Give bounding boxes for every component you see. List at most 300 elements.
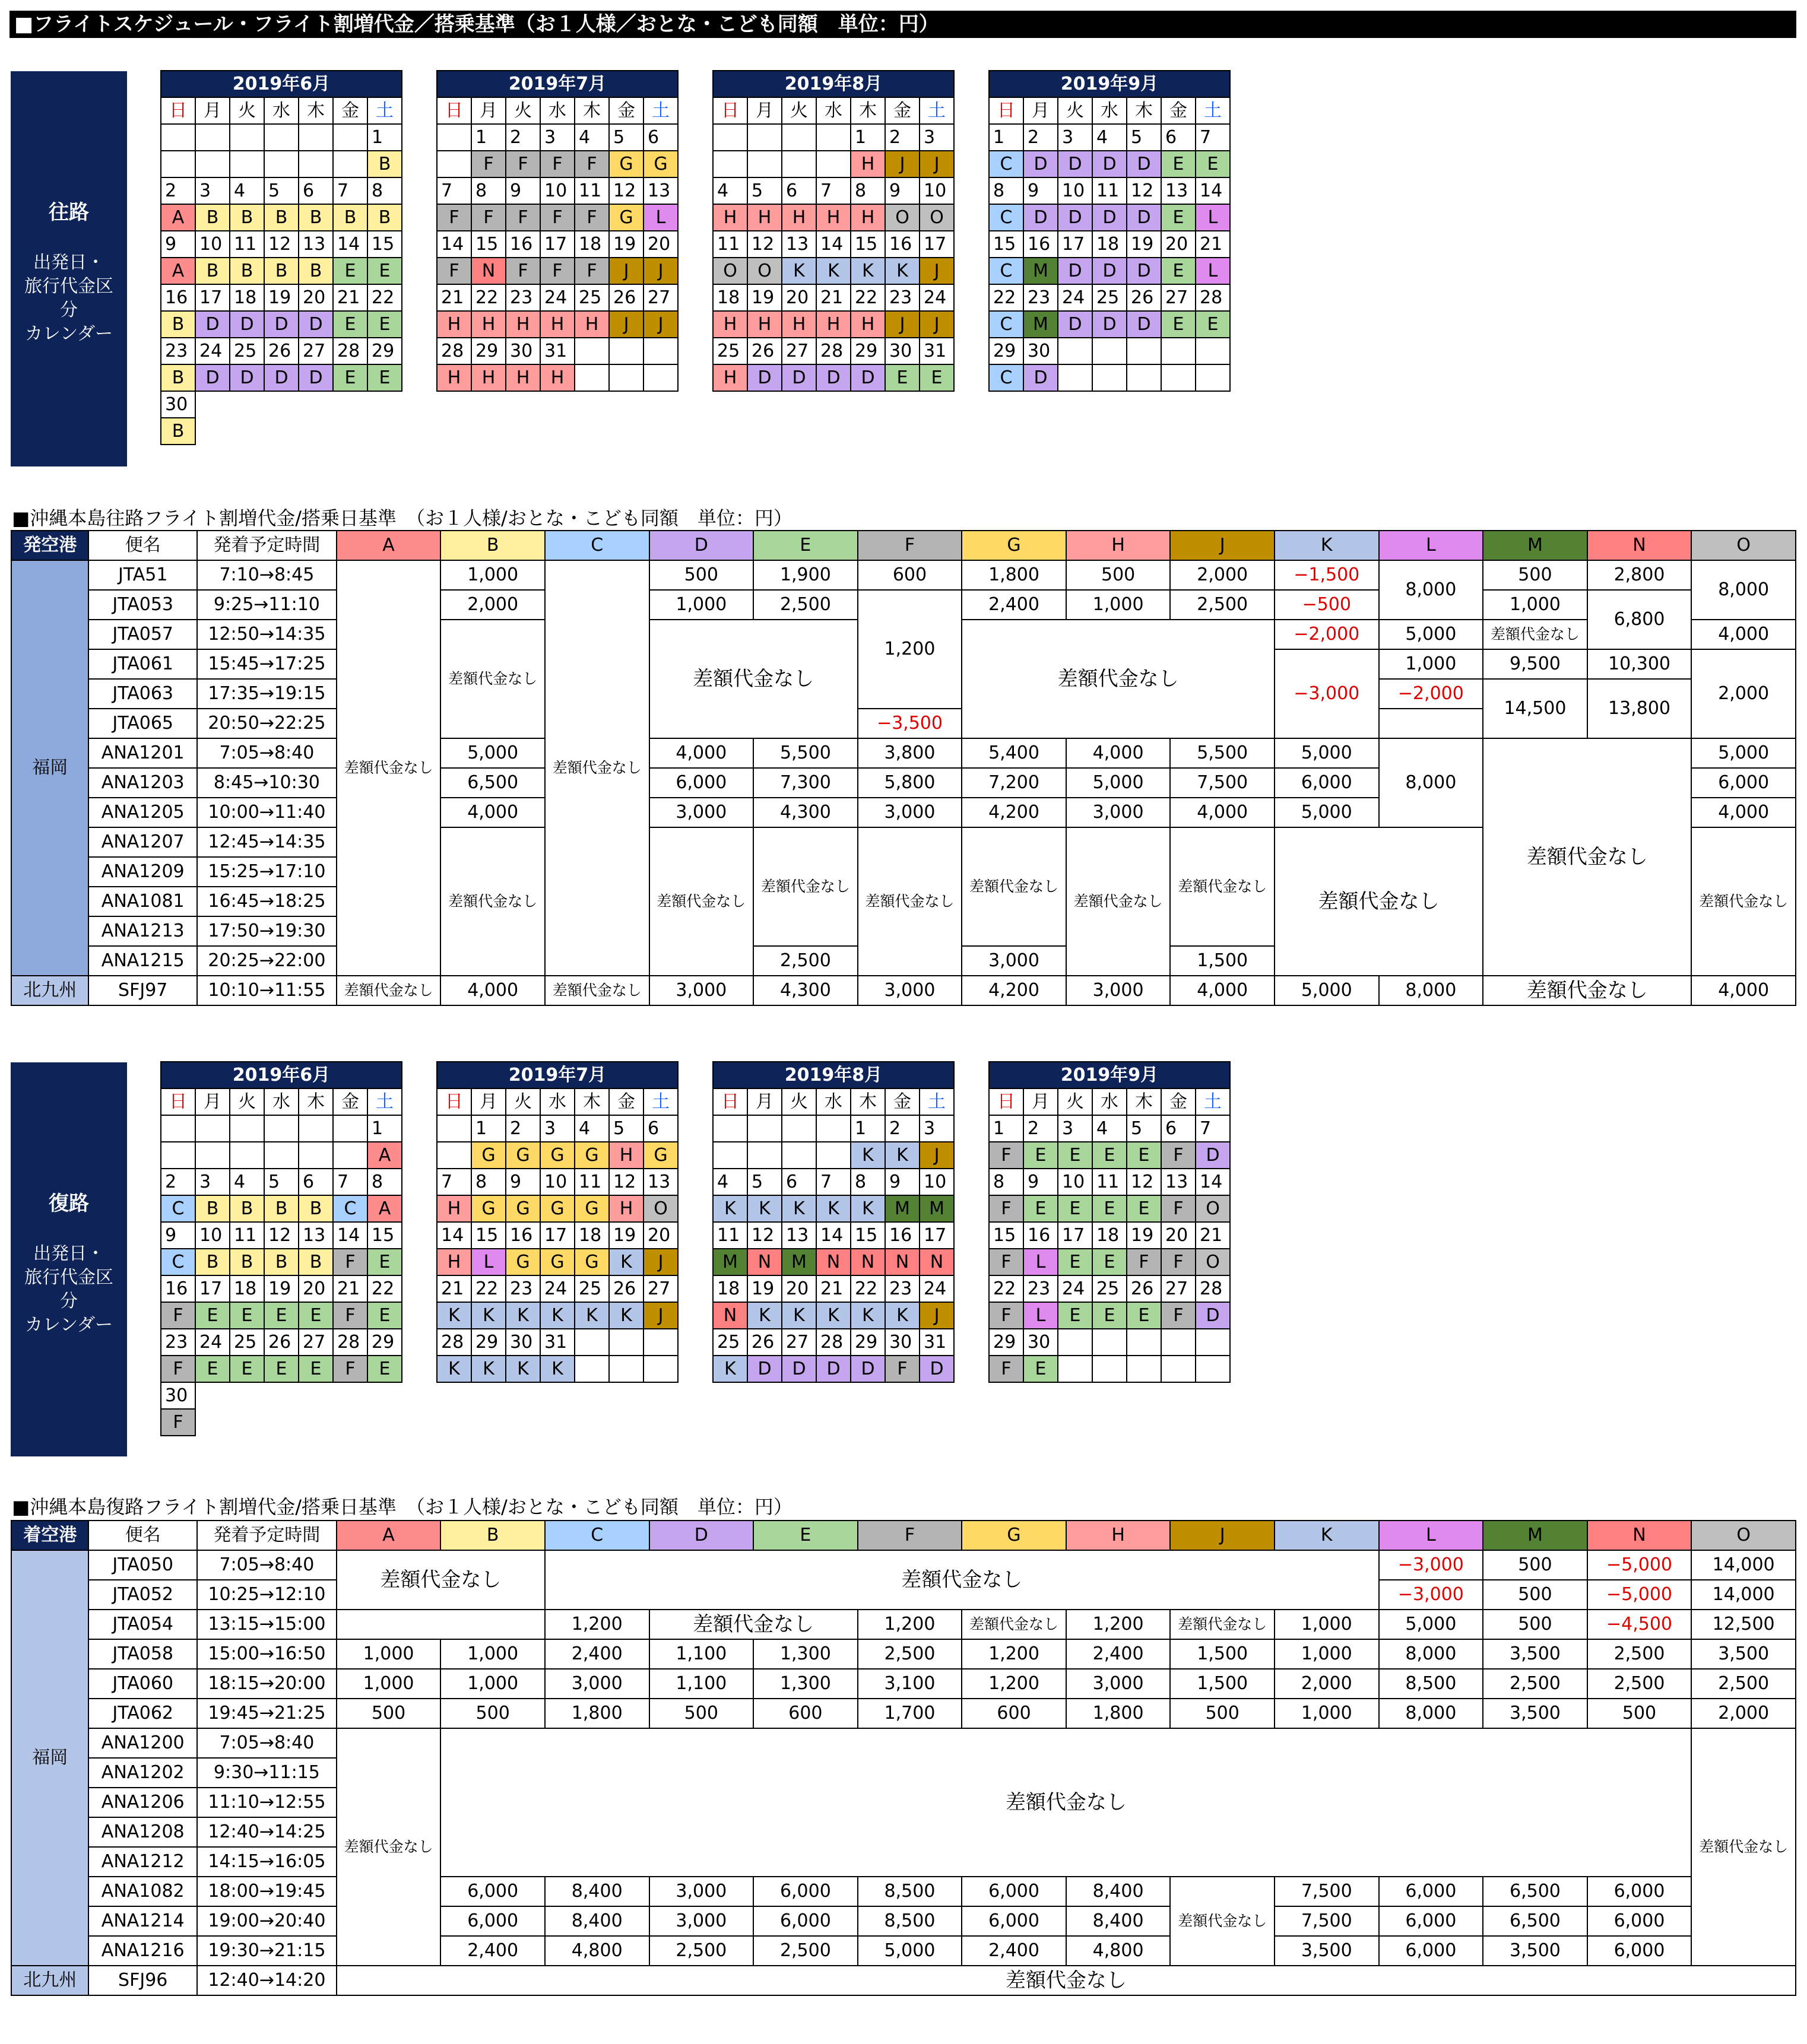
day-number: 30 xyxy=(885,1329,920,1356)
fare-code: E xyxy=(1161,204,1196,231)
fare-code: B xyxy=(195,204,230,231)
weekday-header: 金 xyxy=(609,97,643,124)
fare-cell: 3,000 xyxy=(649,798,754,827)
fare-code: B xyxy=(264,1249,299,1275)
flight-time: 7:05→8:40 xyxy=(197,1728,337,1758)
fare-code: N xyxy=(885,1249,920,1275)
fare-cell: 1,800 xyxy=(545,1699,649,1728)
fare-code: H xyxy=(471,311,506,338)
empty-day xyxy=(437,1142,471,1169)
empty-cell xyxy=(440,1610,545,1639)
weekday-header: 月 xyxy=(195,97,230,124)
fare-cell: 1,500 xyxy=(1170,946,1275,976)
code-header-m: M xyxy=(1483,531,1587,560)
day-number: 19 xyxy=(609,231,643,258)
empty-day xyxy=(333,124,367,151)
fare-code: M xyxy=(1023,258,1058,284)
fare-code: H xyxy=(816,204,851,231)
fare-cell: 差額代金なし xyxy=(1170,1610,1275,1639)
code-header-f: F xyxy=(858,1521,962,1550)
day-number: 31 xyxy=(540,338,575,364)
empty-day xyxy=(264,1409,299,1436)
calendar-month xyxy=(988,1061,1231,1383)
day-number: 19 xyxy=(264,284,299,311)
code-header-l: L xyxy=(1379,1521,1483,1550)
day-number: 30 xyxy=(1023,338,1058,364)
fare-code: K xyxy=(851,1142,885,1169)
fare-code: D xyxy=(1023,151,1058,177)
fare-code: E xyxy=(1092,1249,1127,1275)
flight-number: ANA1214 xyxy=(88,1906,197,1936)
flight-time: 9:30→11:15 xyxy=(197,1758,337,1788)
code-header-d: D xyxy=(649,531,754,560)
weekday-header: 日 xyxy=(713,1088,747,1115)
fare-cell: 2,500 xyxy=(1691,1669,1796,1699)
empty-day xyxy=(1058,364,1092,391)
day-number: 15 xyxy=(367,1222,402,1249)
fare-cell: 1,900 xyxy=(753,560,858,590)
fare-cell: 2,000 xyxy=(1170,560,1275,590)
fare-code: E xyxy=(195,1356,230,1382)
fare-code: D xyxy=(1127,204,1161,231)
day-number: 6 xyxy=(1161,124,1196,151)
day-number: 16 xyxy=(161,1275,195,1302)
weekday-header: 土 xyxy=(643,97,678,124)
weekday-header: 土 xyxy=(367,1088,402,1115)
fare-cell: −3,000 xyxy=(1379,1550,1483,1580)
flight-number: ANA1081 xyxy=(88,887,197,916)
fare-code: C xyxy=(161,1195,195,1222)
fare-code: F xyxy=(333,1302,367,1329)
fare-code: E xyxy=(367,1302,402,1329)
day-number: 8 xyxy=(851,177,885,204)
fare-cell: 3,000 xyxy=(962,946,1066,976)
fare-cell: 4,000 xyxy=(1691,798,1796,827)
day-number: 24 xyxy=(540,1275,575,1302)
fare-code: D xyxy=(1092,258,1127,284)
weekday-header: 木 xyxy=(575,97,609,124)
fare-code: H xyxy=(782,311,816,338)
weekday-header: 水 xyxy=(264,97,299,124)
empty-day xyxy=(264,391,299,418)
empty-day xyxy=(782,151,816,177)
fare-cell: 2,400 xyxy=(962,1936,1066,1966)
day-number: 26 xyxy=(747,1329,782,1356)
weekday-header: 金 xyxy=(333,1088,367,1115)
fare-code: F xyxy=(1161,1142,1196,1169)
fare-code: K xyxy=(540,1302,575,1329)
fare-cell: 3,000 xyxy=(858,976,962,1005)
day-number: 11 xyxy=(1092,1169,1127,1195)
day-number: 4 xyxy=(713,177,747,204)
day-number: 4 xyxy=(575,1115,609,1142)
fare-code: D xyxy=(1092,151,1127,177)
fare-cell: 14,000 xyxy=(1691,1580,1796,1610)
fare-cell: 1,500 xyxy=(1170,1639,1275,1669)
fare-code: H xyxy=(713,311,747,338)
fare-cell: 4,200 xyxy=(962,798,1066,827)
day-number: 28 xyxy=(437,338,471,364)
fare-cell: 1,000 xyxy=(337,1639,441,1669)
fare-code: B xyxy=(367,204,402,231)
day-number: 22 xyxy=(471,1275,506,1302)
fare-cell: −2,000 xyxy=(1379,679,1483,709)
fare-cell: 500 xyxy=(440,1699,545,1728)
empty-day xyxy=(1092,1356,1127,1382)
fare-cell: 1,000 xyxy=(440,560,545,590)
return-side-desc: 出発日・ 旅行代金区 分 カレンダー xyxy=(24,1243,113,1335)
fare-code: F xyxy=(1161,1195,1196,1222)
fare-code: E xyxy=(1196,311,1230,338)
fare-code: N xyxy=(816,1249,851,1275)
day-number: 16 xyxy=(506,1222,540,1249)
day-number: 14 xyxy=(333,1222,367,1249)
fare-code: A xyxy=(367,1195,402,1222)
fare-code: L xyxy=(643,204,678,231)
fare-code: F xyxy=(885,1356,920,1382)
code-header-e: E xyxy=(753,531,858,560)
fare-code: E xyxy=(1058,1249,1092,1275)
fare-cell: 500 xyxy=(1587,1699,1692,1728)
day-number: 17 xyxy=(195,1275,230,1302)
day-number: 3 xyxy=(540,124,575,151)
code-header-n: N xyxy=(1587,531,1692,560)
day-number: 3 xyxy=(1058,124,1092,151)
day-number: 8 xyxy=(989,177,1023,204)
fare-code: K xyxy=(747,1302,782,1329)
weekday-header: 木 xyxy=(299,97,333,124)
fare-cell: 差額代金なし xyxy=(337,1550,545,1610)
fare-code: B xyxy=(161,311,195,338)
empty-day xyxy=(609,1356,643,1382)
fare-cell: 3,000 xyxy=(1066,976,1171,1005)
fare-cell: 7,200 xyxy=(962,768,1066,798)
day-number: 14 xyxy=(816,231,851,258)
empty-day xyxy=(230,1409,264,1436)
day-number: 7 xyxy=(333,177,367,204)
day-number: 13 xyxy=(782,1222,816,1249)
fare-cell: 5,000 xyxy=(1691,738,1796,768)
fare-cell: 8,000 xyxy=(1379,1639,1483,1669)
empty-day xyxy=(230,391,264,418)
fare-code: F xyxy=(437,204,471,231)
flight-number: ANA1205 xyxy=(88,798,197,827)
fare-cell: 6,000 xyxy=(440,1906,545,1936)
fare-code: B xyxy=(299,204,333,231)
fare-cell: 6,000 xyxy=(1379,1936,1483,1966)
weekday-header: 水 xyxy=(1092,1088,1127,1115)
flight-time: 10:10→11:55 xyxy=(197,976,337,1005)
col-airport: 着空港 xyxy=(11,1521,88,1550)
fare-cell: 4,000 xyxy=(440,976,545,1005)
fare-code: H xyxy=(437,311,471,338)
flight-number: JTA050 xyxy=(88,1550,197,1580)
day-number: 27 xyxy=(299,1329,333,1356)
day-number: 23 xyxy=(506,284,540,311)
empty-day xyxy=(161,151,195,177)
fare-code: L xyxy=(1196,258,1230,284)
fare-cell: 500 xyxy=(1170,1699,1275,1728)
flight-time: 7:05→8:40 xyxy=(197,738,337,768)
fare-code: F xyxy=(506,151,540,177)
empty-day xyxy=(333,1409,367,1436)
fare-code: F xyxy=(333,1249,367,1275)
day-number: 20 xyxy=(782,1275,816,1302)
fare-cell: −2,000 xyxy=(1275,620,1379,649)
fare-cell: 5,000 xyxy=(1275,738,1379,768)
day-number: 20 xyxy=(1161,231,1196,258)
fare-code: D xyxy=(1023,364,1058,391)
empty-day xyxy=(1196,338,1230,364)
fare-code: G xyxy=(609,204,643,231)
fare-cell: 6,000 xyxy=(1587,1936,1692,1966)
fare-code: K xyxy=(437,1356,471,1382)
fare-code: F xyxy=(989,1142,1023,1169)
flight-number: ANA1208 xyxy=(88,1817,197,1847)
flight-number: JTA052 xyxy=(88,1580,197,1610)
fare-code: E xyxy=(367,1249,402,1275)
day-number: 5 xyxy=(609,124,643,151)
day-number: 18 xyxy=(713,284,747,311)
fare-cell: 1,200 xyxy=(962,1639,1066,1669)
day-number: 25 xyxy=(575,284,609,311)
fare-cell: 8,400 xyxy=(1066,1877,1171,1906)
fare-code: E xyxy=(230,1356,264,1382)
fare-cell: 3,500 xyxy=(1483,1639,1587,1669)
fare-code: D xyxy=(299,311,333,338)
day-number: 8 xyxy=(989,1169,1023,1195)
weekday-header: 土 xyxy=(920,97,954,124)
flight-time: 14:15→16:05 xyxy=(197,1847,337,1877)
weekday-header: 火 xyxy=(506,1088,540,1115)
code-header-g: G xyxy=(962,531,1066,560)
empty-day xyxy=(230,418,264,445)
day-number: 26 xyxy=(1127,1275,1161,1302)
day-number: 22 xyxy=(851,1275,885,1302)
flight-time: 15:25→17:10 xyxy=(197,857,337,887)
fare-code: D xyxy=(1058,204,1092,231)
day-number: 30 xyxy=(506,338,540,364)
fare-cell: 1,200 xyxy=(1066,1610,1171,1639)
fare-cell: 500 xyxy=(1483,560,1587,590)
fare-cell: 差額代金なし xyxy=(337,560,441,976)
day-number: 29 xyxy=(851,1329,885,1356)
fare-code: K xyxy=(885,1302,920,1329)
weekday-header: 木 xyxy=(575,1088,609,1115)
fare-code: G xyxy=(643,1142,678,1169)
day-number: 13 xyxy=(1161,1169,1196,1195)
day-number: 29 xyxy=(367,1329,402,1356)
empty-day xyxy=(333,1115,367,1142)
fare-code: J xyxy=(643,1302,678,1329)
fare-cell: −3,000 xyxy=(1275,649,1379,738)
fare-cell: 2,500 xyxy=(753,946,858,976)
empty-day xyxy=(643,1329,678,1356)
fare-cell: 2,500 xyxy=(1483,1669,1587,1699)
calendar-month-title: 2019年7月 xyxy=(437,71,678,97)
empty-day xyxy=(367,1409,402,1436)
return-fare-table xyxy=(11,1520,1796,1996)
code-header-o: O xyxy=(1691,1521,1796,1550)
fare-code: H xyxy=(437,1195,471,1222)
fare-cell: 3,800 xyxy=(858,738,962,768)
fare-cell: 差額代金なし xyxy=(1691,1728,1796,1966)
fare-code: H xyxy=(851,311,885,338)
fare-cell: 8,400 xyxy=(545,1906,649,1936)
fare-code: E xyxy=(1161,258,1196,284)
weekday-header: 土 xyxy=(1196,1088,1230,1115)
empty-day xyxy=(1127,1329,1161,1356)
fare-cell: 差額代金なし xyxy=(1483,976,1691,1005)
day-number: 29 xyxy=(471,338,506,364)
fare-code: C xyxy=(989,311,1023,338)
fare-code: K xyxy=(782,1195,816,1222)
day-number: 27 xyxy=(643,284,678,311)
weekday-header: 水 xyxy=(816,97,851,124)
flight-number: ANA1216 xyxy=(88,1936,197,1966)
weekday-header: 月 xyxy=(471,1088,506,1115)
day-number: 13 xyxy=(782,231,816,258)
fare-code: O xyxy=(1196,1249,1230,1275)
fare-code: K xyxy=(506,1302,540,1329)
fare-cell: 差額代金なし xyxy=(962,827,1066,946)
fare-cell: 6,000 xyxy=(962,1906,1066,1936)
day-number: 12 xyxy=(747,1222,782,1249)
day-number: 3 xyxy=(540,1115,575,1142)
fare-cell: 差額代金なし xyxy=(545,560,649,976)
empty-day xyxy=(1196,364,1230,391)
fare-code: F xyxy=(989,1249,1023,1275)
empty-day xyxy=(299,1142,333,1169)
fare-code: D xyxy=(299,364,333,391)
fare-code: O xyxy=(713,258,747,284)
day-number: 23 xyxy=(1023,1275,1058,1302)
fare-code: K xyxy=(575,1302,609,1329)
fare-code: K xyxy=(851,1195,885,1222)
weekday-header: 水 xyxy=(540,97,575,124)
fare-code: G xyxy=(540,1249,575,1275)
day-number: 27 xyxy=(1161,1275,1196,1302)
fare-cell: 4,000 xyxy=(1170,976,1275,1005)
day-number: 27 xyxy=(782,338,816,364)
empty-day xyxy=(609,338,643,364)
empty-day xyxy=(299,418,333,445)
day-number: 20 xyxy=(1161,1222,1196,1249)
code-header-k: K xyxy=(1275,531,1379,560)
page-title: ■フライトスケジュール・フライト割増代金／搭乗基準（お１人様／おとな・こども同額 単位：円） xyxy=(9,11,1796,38)
day-number: 24 xyxy=(540,284,575,311)
fare-code: G xyxy=(506,1249,540,1275)
flight-time: 15:00→16:50 xyxy=(197,1639,337,1669)
flight-time: 12:50→14:35 xyxy=(197,620,337,649)
empty-day xyxy=(747,1115,782,1142)
outbound-side-label xyxy=(11,71,127,466)
day-number: 19 xyxy=(609,1222,643,1249)
fare-cell: 1,700 xyxy=(858,1699,962,1728)
airport-fukuoka: 福岡 xyxy=(11,560,88,976)
weekday-header: 土 xyxy=(1196,97,1230,124)
day-number: 2 xyxy=(161,1169,195,1195)
empty-day xyxy=(195,391,230,418)
fare-cell: 2,400 xyxy=(440,1936,545,1966)
day-number: 14 xyxy=(816,1222,851,1249)
code-header-l: L xyxy=(1379,531,1483,560)
day-number: 16 xyxy=(506,231,540,258)
empty-day xyxy=(782,1115,816,1142)
flight-time: 9:25→11:10 xyxy=(197,590,337,620)
flight-number: SFJ97 xyxy=(88,976,197,1005)
weekday-header: 日 xyxy=(437,97,471,124)
fare-cell: 1,000 xyxy=(1275,1610,1379,1639)
fare-cell: 2,500 xyxy=(1170,590,1275,620)
weekday-header: 火 xyxy=(1058,1088,1092,1115)
col-time: 発着予定時間 xyxy=(197,531,337,560)
day-number: 1 xyxy=(989,1115,1023,1142)
fare-code: F xyxy=(989,1195,1023,1222)
day-number: 26 xyxy=(747,338,782,364)
weekday-header: 火 xyxy=(230,1088,264,1115)
code-header-e: E xyxy=(753,1521,858,1550)
fare-code: L xyxy=(471,1249,506,1275)
fare-code: F xyxy=(1161,1302,1196,1329)
day-number: 16 xyxy=(161,284,195,311)
day-number: 9 xyxy=(1023,177,1058,204)
day-number: 23 xyxy=(1023,284,1058,311)
code-header-j: J xyxy=(1170,1521,1275,1550)
fare-code: N xyxy=(747,1249,782,1275)
weekday-header: 木 xyxy=(299,1088,333,1115)
day-number: 23 xyxy=(885,1275,920,1302)
fare-cell: 4,800 xyxy=(545,1936,649,1966)
day-number: 23 xyxy=(885,284,920,311)
fare-code: O xyxy=(643,1195,678,1222)
flight-number: JTA053 xyxy=(88,590,197,620)
day-number: 24 xyxy=(195,338,230,364)
day-number: 1 xyxy=(367,124,402,151)
empty-day xyxy=(1127,338,1161,364)
fare-cell: 1,000 xyxy=(1275,1699,1379,1728)
day-number: 7 xyxy=(437,177,471,204)
fare-code: M xyxy=(713,1249,747,1275)
fare-code: H xyxy=(851,204,885,231)
empty-day xyxy=(299,1382,333,1409)
fare-cell: 差額代金なし xyxy=(962,1610,1066,1639)
fare-cell: −5,000 xyxy=(1587,1550,1692,1580)
fare-code: F xyxy=(471,204,506,231)
fare-cell: 差額代金なし xyxy=(337,976,441,1005)
flight-time: 18:00→19:45 xyxy=(197,1877,337,1906)
day-number: 16 xyxy=(1023,1222,1058,1249)
weekday-header: 火 xyxy=(230,97,264,124)
day-number: 5 xyxy=(264,177,299,204)
fare-code: K xyxy=(885,258,920,284)
day-number: 12 xyxy=(609,1169,643,1195)
day-number: 29 xyxy=(471,1329,506,1356)
weekday-header: 水 xyxy=(264,1088,299,1115)
fare-code: E xyxy=(1058,1195,1092,1222)
fare-code: B xyxy=(195,1195,230,1222)
fare-cell: 2,000 xyxy=(1691,649,1796,738)
fare-code: C xyxy=(989,364,1023,391)
fare-code: K xyxy=(816,258,851,284)
fare-code: J xyxy=(920,311,954,338)
weekday-header: 日 xyxy=(713,97,747,124)
fare-cell: 5,000 xyxy=(858,1936,962,1966)
fare-cell: 6,500 xyxy=(440,768,545,798)
fare-code: J xyxy=(920,1302,954,1329)
fare-code: D xyxy=(1196,1142,1230,1169)
day-number: 9 xyxy=(161,231,195,258)
